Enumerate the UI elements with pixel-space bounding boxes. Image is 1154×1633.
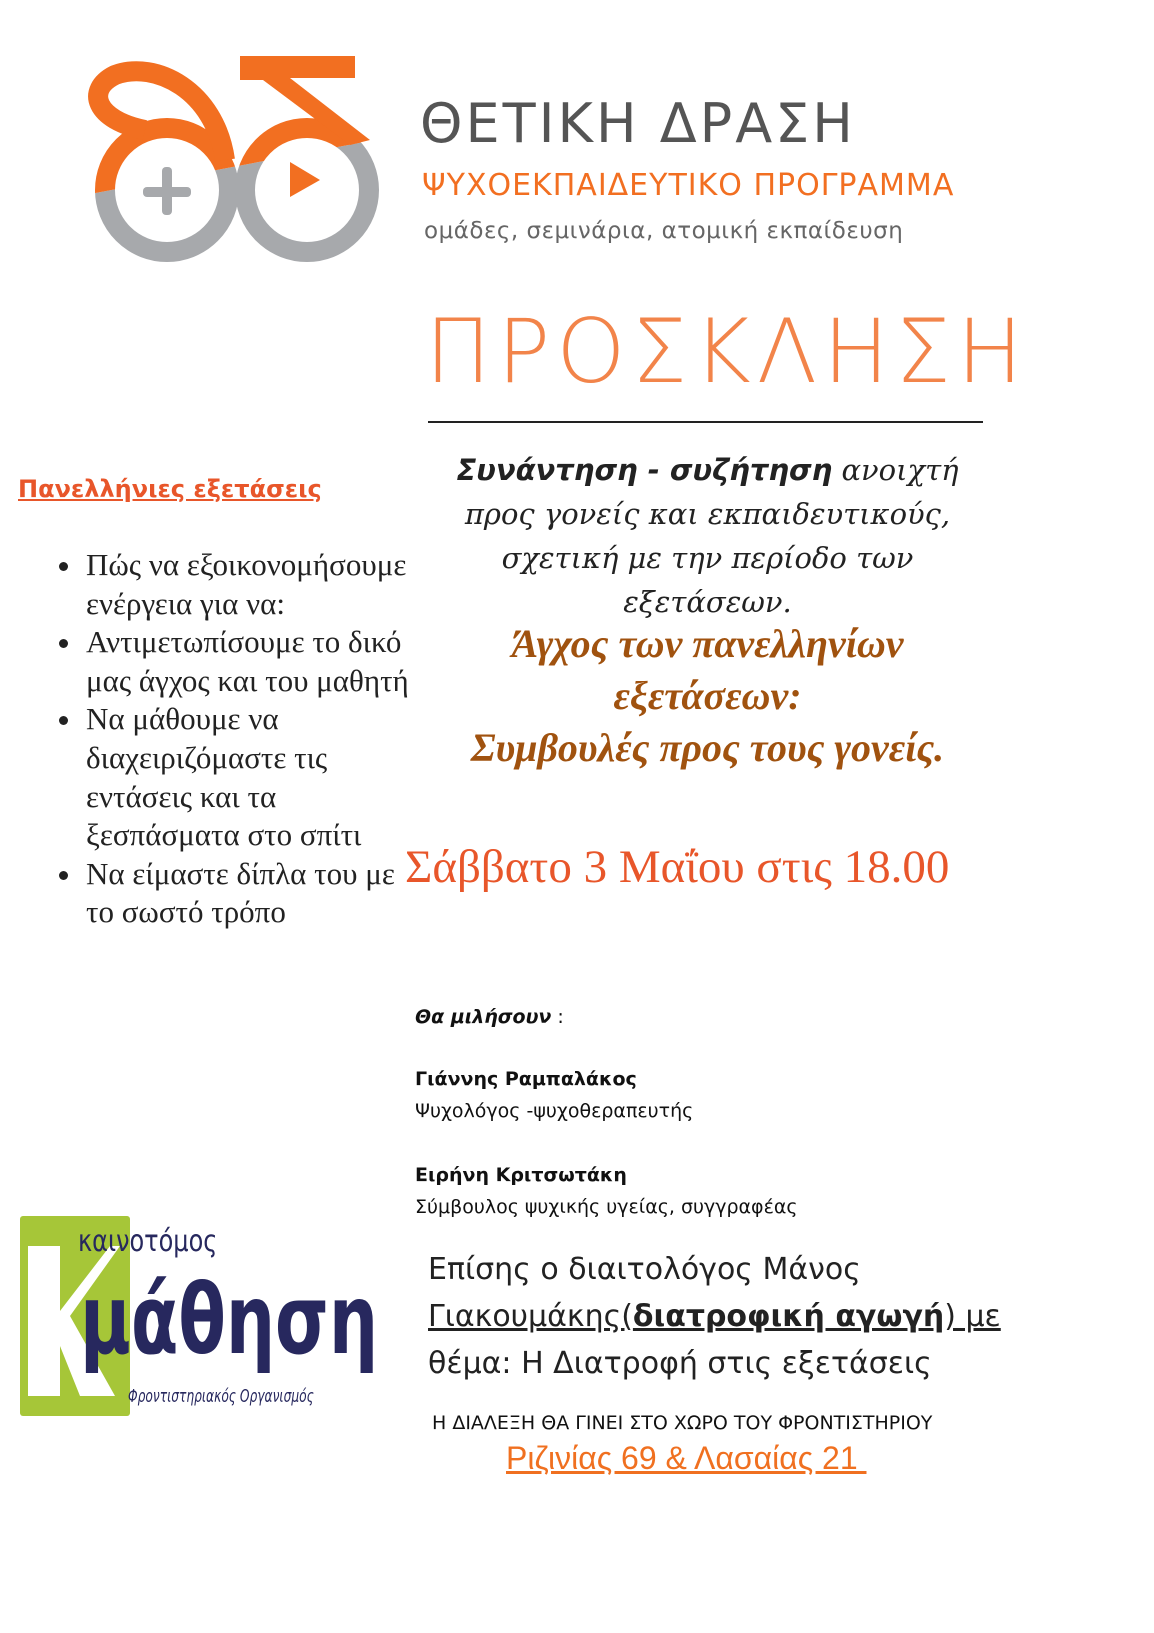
theiki-drasi-logo — [85, 50, 385, 265]
note-line: Επίσης ο διαιτολόγος Μάνος — [428, 1252, 861, 1287]
logo-text-bottom: Φροντιστηριακός Οργανισμός — [128, 1386, 314, 1407]
speaker-name — [415, 1068, 637, 1090]
intro-bold: Συνάντηση - συζήτηση — [456, 453, 833, 487]
speaker-role: Ψυχολόγος -ψυχοθεραπευτής — [415, 1100, 694, 1122]
venue-text: Η ΔΙΑΛΕΞΗ ΘΑ ΓΙΝΕΙ ΣΤΟ ΧΩΡΟ ΤΟΥ ΦΡΟΝΤΙΣΤΗΡΙΟΥ — [432, 1412, 933, 1434]
address-link[interactable]: Ριζινίας 69 & Λασαίας 21 — [506, 1440, 867, 1476]
logo-text-top: καινοτόμος — [78, 1224, 218, 1259]
kainotomos-mathisi-logo — [20, 1216, 379, 1436]
list-item: • Να μάθουμε να διαχειριζόμαστε τις εντάσεις και τα ξεσπάσματα στο σπίτι — [84, 700, 414, 854]
brand-tagline: ομάδες, σεμινάρια, ατομική εκπαίδευση — [424, 218, 904, 244]
logo-text-main: μάθηση — [80, 1264, 379, 1376]
speakers-label-suffix: : — [551, 1006, 564, 1028]
speaker-role: Σύμβουλος ψυχικής υγείας, συγγραφέας — [415, 1196, 798, 1218]
topic-line: εξετάσεων: — [613, 673, 802, 718]
speaker-name-text: Ειρήνη Κριτσωτάκη — [415, 1164, 627, 1186]
topic-bullet-list — [50, 546, 414, 932]
list-item: • Πώς να εξοικονομήσουμε ενέργεια για να: — [84, 546, 414, 623]
speakers-label — [415, 1006, 564, 1028]
sidebar-heading: Πανελλήνιες εξετάσεις — [18, 475, 322, 503]
event-topic — [420, 618, 995, 774]
note-line — [428, 1293, 1001, 1340]
divider — [428, 421, 983, 423]
list-item: • Να είμαστε δίπλα του με το σωστό τρόπο — [84, 855, 414, 932]
intro-rest: ανοιχτή προς γονείς και εκπαιδευτικούς, σχετική με την περίοδο των εξετάσεων. — [464, 453, 959, 619]
note-bold: διατροφική αγωγή — [632, 1299, 945, 1334]
speaker-name — [415, 1164, 627, 1186]
note-text: ) με — [944, 1299, 1001, 1334]
invitation-heading: ΠΡΟΣΚΛΗΣΗ — [425, 300, 1029, 403]
brand-subtitle: ΨΥΧΟΕΚΠΑΙΔΕΥΤΙΚΟ ΠΡΟΓΡΑΜΜΑ — [422, 168, 955, 203]
note-line: θέμα: Η Διατροφή στις εξετάσεις — [428, 1346, 932, 1381]
topic-line: Άγχος των πανελληνίων — [511, 621, 904, 666]
brand-title: ΘΕΤΙΚΗ ΔΡΑΣΗ — [420, 92, 856, 155]
event-date: Σάββατο 3 Μαΐου στις 18.00 — [405, 841, 950, 893]
speakers-label-text: Θα μιλήσουν — [415, 1006, 552, 1028]
list-item: • Αντιμετωπίσουμε το δικό μας άγχος και του μαθητή — [84, 623, 414, 700]
intro-paragraph — [420, 448, 995, 624]
nutritionist-note — [428, 1246, 1001, 1387]
topic-line: Συμβουλές προς τους γονείς. — [470, 725, 945, 770]
speaker-name-text: Γιάννης Ραμπαλάκος — [415, 1068, 637, 1090]
note-text: Γιακουμάκης( — [428, 1299, 633, 1334]
